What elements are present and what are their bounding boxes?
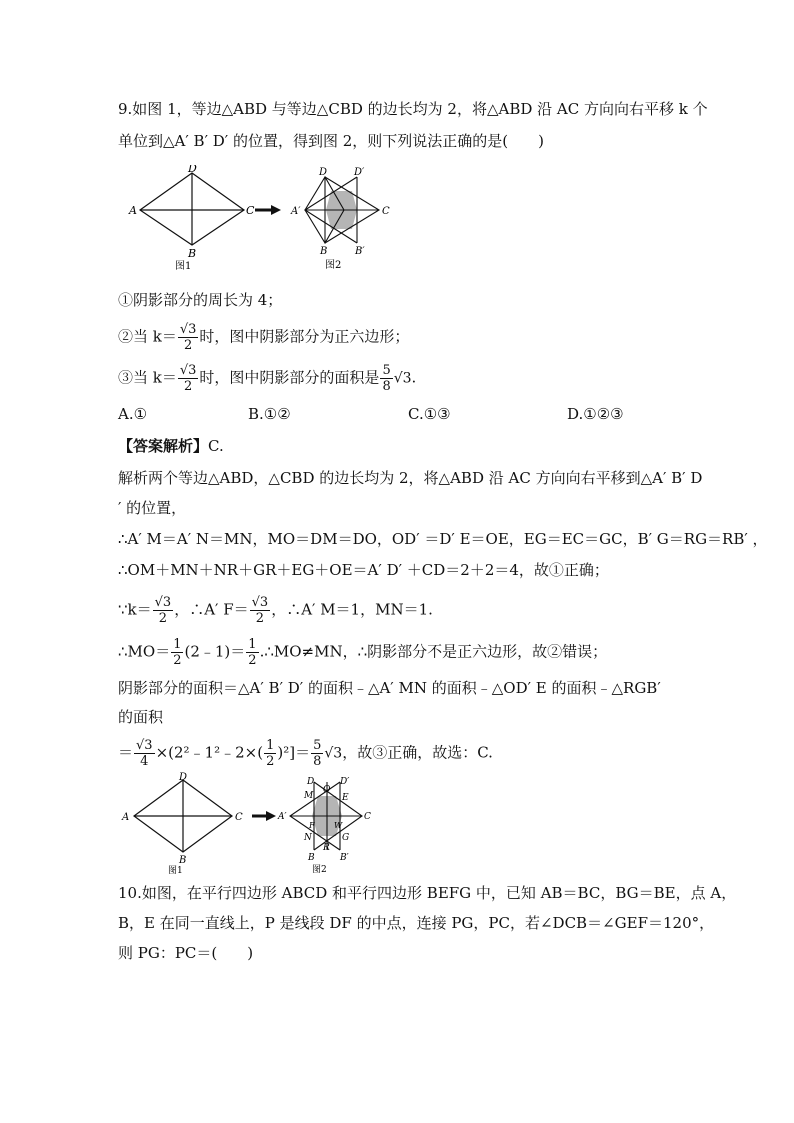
fig2-label-b: B bbox=[320, 246, 328, 257]
fig1-label-d: D bbox=[188, 165, 197, 175]
fig2-label-c: C bbox=[382, 206, 390, 217]
statement3-suffix: . bbox=[411, 368, 417, 387]
answer-line2: ′ 的位置， bbox=[118, 499, 187, 517]
q9-statement2 bbox=[118, 322, 409, 353]
q10-line2: B，E 在同一直线上，P 是线段 DF 的中点，连接 PG，PC，若∠DCB＝∠GEF＝120°， bbox=[118, 914, 715, 932]
q9-figure bbox=[125, 165, 415, 270]
fraction-sqrt3-over-2: $\frac{√3}{2}$ bbox=[179, 363, 197, 394]
line5-part-a: ∵k＝ bbox=[118, 600, 152, 619]
fig2-label-d: D bbox=[319, 167, 328, 178]
q9-options bbox=[118, 404, 678, 424]
fig2-label-d: D bbox=[307, 777, 315, 787]
fig2-label-b: B bbox=[308, 853, 315, 863]
line9-part-b: ×(2²﹣1²﹣2×( bbox=[155, 743, 264, 762]
fig2-label-r: R bbox=[323, 843, 330, 853]
fraction-5-over-8: $\frac{5}{8}$ bbox=[313, 738, 322, 769]
fig1-rhombus bbox=[121, 772, 243, 874]
fig2-label-d-prime: D′ bbox=[340, 777, 350, 787]
statement2-suffix: 时，图中阴影部分为正六边形； bbox=[199, 327, 410, 346]
answer-line1: 解析两个等边△ABD，△CBD 的边长均为 2，将△ABD 沿 AC 方向向右平移到△A′ B′ D bbox=[118, 469, 703, 487]
statement3-middle: 时，图中阴影部分的面积是 bbox=[199, 368, 380, 387]
fig1-caption: 图1 bbox=[168, 866, 183, 874]
arrow-icon bbox=[255, 205, 281, 215]
fig2-label-w: W bbox=[334, 821, 343, 830]
answer-line3: ∴A′ M＝A′ N＝MN，MO＝DM＝DO，OD′ ＝D′ E＝OE，EG＝EC＝GC，B′ G＝RG＝RB′ ， bbox=[118, 530, 768, 548]
fig1-label-a: A bbox=[122, 812, 130, 823]
fraction-5-over-8: $\frac{5}{8}$ bbox=[382, 363, 391, 394]
fig1-label-b: B bbox=[179, 855, 187, 866]
answer-line9 bbox=[118, 738, 493, 769]
fig1-label-b: B bbox=[188, 247, 197, 260]
fig2-label-e: E bbox=[342, 793, 349, 803]
fraction-sqrt3-over-2: $\frac{√3}{2}$ bbox=[154, 595, 172, 626]
answer-figure bbox=[118, 772, 388, 874]
arrow-icon bbox=[252, 811, 276, 821]
line9-part-a: ＝ bbox=[118, 743, 134, 762]
fig2-shape bbox=[277, 777, 371, 874]
line6-part-c: .∴MO≠MN，∴阴影部分不是正六边形，故②错误； bbox=[259, 642, 608, 661]
statement2-prefix: ②当 k＝ bbox=[118, 327, 177, 346]
fig1-rhombus bbox=[128, 165, 255, 270]
fig2-shape bbox=[290, 167, 390, 270]
fig2-label-b-prime: B′ bbox=[355, 246, 365, 257]
line6-part-a: ∴MO＝ bbox=[118, 642, 171, 661]
fig1-label-d: D bbox=[179, 772, 188, 783]
answer-heading bbox=[118, 436, 224, 456]
fig1-caption: 图1 bbox=[175, 261, 192, 270]
answer-line7: 阴影部分的面积＝△A′ B′ D′ 的面积﹣△A′ MN 的面积﹣△OD′ E 的面积﹣△RGB′ bbox=[118, 679, 661, 697]
option-d[interactable]: D.①②③ bbox=[567, 405, 624, 423]
fig2-caption: 图2 bbox=[312, 865, 327, 874]
statement3-prefix: ③当 k＝ bbox=[118, 368, 177, 387]
fraction-1-over-2: $\frac{1}{2}$ bbox=[266, 738, 275, 769]
q9-stem-line2: 单位到△A′ B′ D′ 的位置，得到图 2，则下列说法正确的是( ) bbox=[118, 132, 544, 150]
q9-stem-line1: 9.如图 1，等边△ABD 与等边△CBD 的边长均为 2，将△ABD 沿 AC 方向向右平移 k 个 bbox=[118, 100, 708, 118]
fig2-label-d-prime: D′ bbox=[354, 167, 365, 178]
fig2-label-m: M bbox=[304, 791, 314, 801]
answer-line4: ∴OM＋MN＋NR＋GR＋EG＋OE＝A′ D′ ＋CD＝2＋2＝4，故①正确； bbox=[118, 561, 609, 579]
answer-line5 bbox=[118, 595, 433, 626]
answer-line6 bbox=[118, 637, 607, 668]
fig2-label-g: G bbox=[342, 833, 350, 843]
fig2-label-f: F bbox=[309, 821, 315, 830]
fig2-label-b-prime: B′ bbox=[340, 853, 349, 863]
line9-part-c: )²]＝ bbox=[277, 743, 311, 762]
q10-line1: 10.如图，在平行四边形 ABCD 和平行四边形 BEFG 中，已知 AB＝BC，BG＝BE，点 A， bbox=[118, 884, 737, 902]
option-b[interactable]: B.①② bbox=[248, 405, 291, 423]
answer-label: 【答案解析】 bbox=[118, 437, 209, 455]
option-a[interactable]: A.① bbox=[118, 405, 148, 423]
fig1-label-c: C bbox=[246, 204, 255, 217]
fig2-label-a-prime: A′ bbox=[278, 812, 287, 822]
line5-part-b: ，∴A′ F＝ bbox=[174, 600, 249, 619]
fraction-1-over-2: $\frac{1}{2}$ bbox=[173, 637, 182, 668]
line6-part-b: (2﹣1)＝ bbox=[184, 642, 246, 661]
fig2-label-n: N bbox=[304, 833, 312, 843]
fraction-sqrt3-over-2: $\frac{√3}{2}$ bbox=[251, 595, 269, 626]
fig2-label-c: C bbox=[364, 812, 371, 822]
fraction-sqrt3-over-2: $\frac{√3}{2}$ bbox=[179, 322, 197, 353]
q10-line3: 则 PG：PC＝( ) bbox=[118, 944, 254, 962]
sqrt3-value: √3 bbox=[324, 745, 343, 762]
option-c[interactable]: C.①③ bbox=[408, 405, 451, 423]
sqrt3-value: √3 bbox=[393, 370, 412, 387]
fig2-caption: 图2 bbox=[325, 260, 342, 270]
q9-statement3 bbox=[118, 363, 416, 394]
line5-part-c: ，∴A′ M＝1，MN＝1. bbox=[271, 600, 433, 619]
line9-part-d: ，故③正确，故选：C. bbox=[342, 743, 493, 762]
fig2-label-o: O bbox=[323, 785, 331, 795]
fig1-label-c: C bbox=[235, 812, 243, 823]
fig2-label-a-prime: A′ bbox=[291, 206, 301, 217]
fraction-sqrt3-over-4: $\frac{√3}{4}$ bbox=[136, 738, 153, 769]
q9-statement1: ①阴影部分的周长为 4； bbox=[118, 291, 283, 309]
answer-line8: 的面积 bbox=[118, 708, 164, 726]
fig1-label-a: A bbox=[129, 204, 137, 217]
fraction-1-over-2: $\frac{1}{2}$ bbox=[248, 637, 257, 668]
answer-value: C. bbox=[208, 437, 224, 455]
